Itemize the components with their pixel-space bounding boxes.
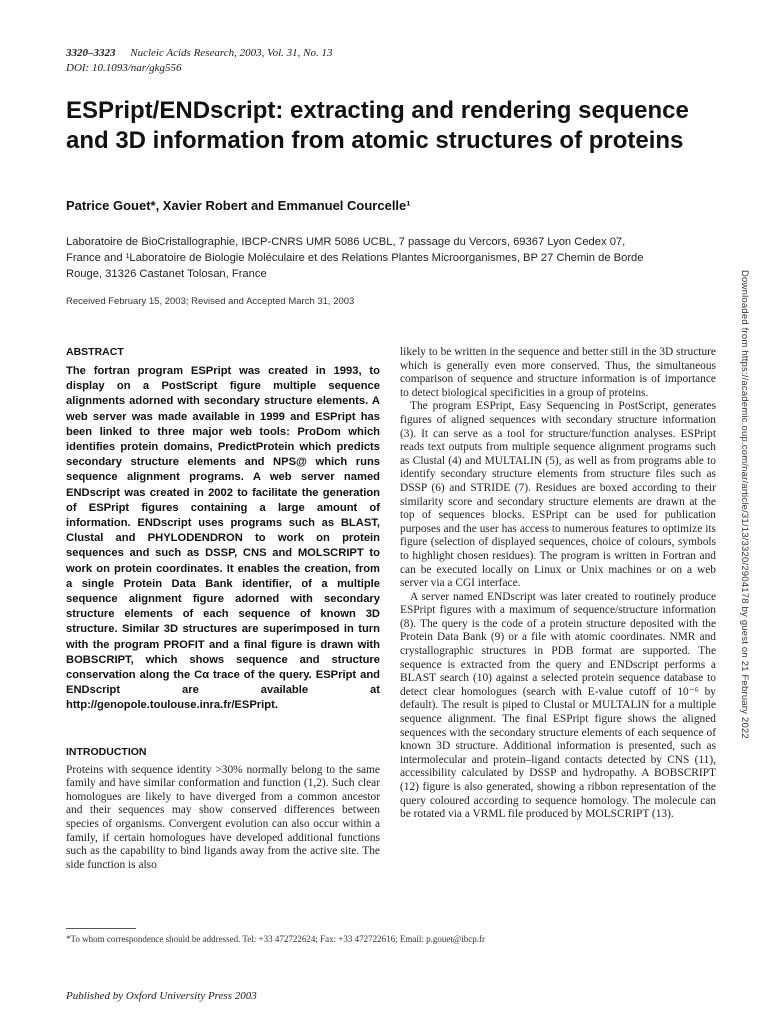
running-header [66, 46, 333, 76]
paragraph: Proteins with sequence identity >30% normally belong to the same family and have similar conformation and function (1,2). Such clear homologues are likely to have diverged from a common ancestor and their sequences may show conserved differences between species of organisms. Convergent evolution can also occur within a family, if certain homologues have developed additional functions such as the capability to bind ligands away from the active site. The side function is also [66, 763, 380, 871]
introduction-body [66, 764, 380, 873]
right-column-body [400, 346, 716, 822]
left-column [66, 346, 380, 872]
abstract-text: The fortran program ESPript was created in 1993, to display on a PostScript figure multiple sequence alignments adorned with secondary structure elements. A web server was made available in 1999 and ESPript has been linked to three major web tools: ProDom which identifies protein domains, PredictProtein which predicts secondary structure elements and NPS@ which runs sequence alignment programs. A web server named ENDscript was created in 2002 to facilitate the generation of ESPript figures containing a large amount of information. ENDscript uses programs such as BLAST, Clustal and PHYLODENDRON to work on protein sequences and such as DSSP, CNS and MOLSCRIPT to work on protein coordinates. It enables the creation, from a single Protein Data Bank identifier, of a multiple sequence alignment figure adorned with secondary structure elements of each sequence of known 3D structure. Similar 3D structures are superimposed in turn with the program PROFIT and a final figure is drawn with BOBSCRIPT, which shows sequence and structure conservation along the Cα trace of the query. ESPript and ENDscript are available at http://genopole.toulouse.inra.fr/ESPript. [66, 365, 380, 712]
affiliation-line: France and ¹Laboratoire de Biologie Moléculaire et des Relations Plantes Microorganismes, BP 27 Chemin de Borde [66, 252, 644, 264]
introduction-heading: INTRODUCTION [66, 745, 147, 758]
page-range: 3320–3323 [66, 47, 116, 59]
correspondence-footnote: *To whom correspondence should be addressed. Tel: +33 472722624; Fax: +33 472722616; Email: p.gouet@ibcp.fr [66, 934, 485, 944]
publisher-line: Published by Oxford University Press 2003 [66, 990, 257, 1002]
paragraph: likely to be written in the sequence and better still in the 3D structure which is generally even more conserved. Thus, the simultaneous comparison of sequence and structure information is of importance to detect biological specificities in a group of proteins. [400, 346, 716, 399]
footnote-divider [66, 928, 136, 929]
paragraph: The program ESPript, Easy Sequencing in PostScript, generates figures of aligned sequences with secondary structure information (3). It can serve as a tool for structure/function analyses. ESPript reads text outputs from multiple sequence alignment programs such as Clustal (4) and MULTALIN (5), as well as from programs able to identify secondary structure elements from structure files such as DSSP (6) and STRIDE (7). Residues are boxed according to their similarity score and secondary structure elements are drawn at the top of sequences blocks. ESPript can be used for publication purposes and the user has access to numerous features to optimize its figure (selection of displayed sequences, choice of colours, symbols to highlight chosen residues). The program is written in Fortran and can be executed locally on Linux or Unix machines or on a web server via a CGI interface. [400, 400, 716, 590]
journal-citation: Nucleic Acids Research, 2003, Vol. 31, No. 13 [130, 47, 333, 59]
paragraph: A server named ENDscript was later created to routinely produce ESPript figures with a maximum of sequence/structure information (8). The query is the code of a protein structure deposited with the Protein Data Bank (9) or a file with atomic coordinates. NMR and crystallographic structures in PDB format are supported. The sequence is extracted from the query and ENDscript performs a BLAST search (10) against a selected protein sequence database to detect clear homologues (search with E-value cutoff of 10⁻⁶ by default). The result is piped to Clustal or MULTALIN for a multiple sequence alignment. The final ESPript figure shows the aligned sequences with the secondary structure elements of each sequence of known 3D structure. Additional information is presented, such as intermolecular and protein–ligand contacts detected by CNS (11), accessibility calculated by DSSP and hydropathy. A BOBSCRIPT (12) figure is also generated, showing a ribbon representation of the query coloured according to sequence homology. The molecule can be rotated via a VRML file produced by MOLSCRIPT (13). [400, 590, 716, 821]
author-list: Patrice Gouet*, Xavier Robert and Emmanuel Courcelle¹ [66, 198, 411, 213]
affiliations [66, 234, 726, 282]
download-watermark [738, 270, 752, 850]
received-dates: Received February 15, 2003; Revised and Accepted March 31, 2003 [66, 296, 355, 307]
doi[interactable]: DOI: 10.1093/nar/gkg556 [66, 62, 182, 74]
affiliation-line: Laboratoire de BioCristallographie, IBCP-CNRS UMR 5086 UCBL, 7 passage du Vercors, 69367 Lyon Cedex 07, [66, 236, 626, 248]
paper-title: ESPript/ENDscript: extracting and rendering sequence and 3D information from atomic structures of proteins [66, 97, 689, 154]
affiliation-line: Rouge, 31326 Castanet Tolosan, France [66, 268, 267, 280]
download-watermark-text: Downloaded from https://academic.oup.com/nar/article/31/13/3320/2904178 by guest on 21 February 2022 [739, 270, 750, 739]
right-column [400, 346, 716, 822]
abstract-heading: ABSTRACT [66, 346, 124, 358]
